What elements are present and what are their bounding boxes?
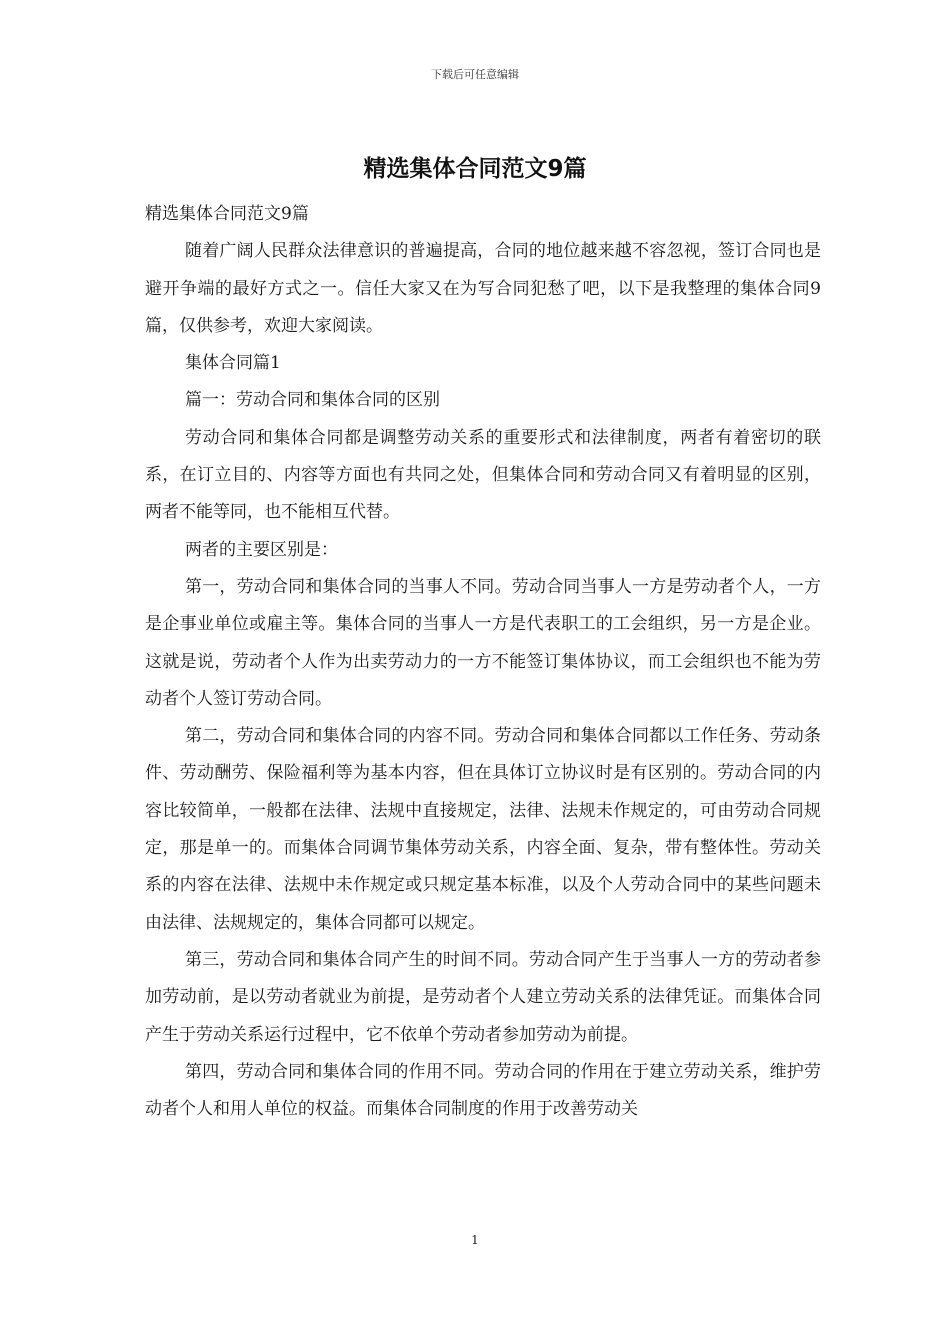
body-paragraph-overview: 劳动合同和集体合同都是调整劳动关系的重要形式和法律制度，两者有着密切的联系，在订立目的、内容等方面也有共同之处，但集体合同和劳动合同又有着明显的区别，两者不能等同，也不能相互代替。 [145, 427, 821, 523]
section-subheading-part-1: 篇一：劳动合同和集体合同的区别 [185, 390, 440, 411]
body-paragraph-second-difference: 第二，劳动合同和集体合同的内容不同。劳动合同和集体合同都以工作任务、劳动条件、劳动酬劳、保险福利等为基本内容，但在具体订立协议时是有区别的。劳动合同的内容比较简单，一般都在法律、法规中直接规定，法律、法规未作规定的，可由劳动合同规定，那是单一的。而集体合同调节集体劳动关系，内容全面、复杂，带有整体性。劳动关系的内容在法律、法规中未作规定或只规定基本标准，以及个人劳动合同中的某些问题未由法律、法规规定的，集体合同都可以规定。 [145, 726, 821, 933]
page-number: 1 [471, 1233, 479, 1247]
section-heading-contract-1: 集体合同篇1 [185, 353, 281, 374]
page-header-note: 下载后可任意编辑 [431, 68, 519, 81]
document-title: 精选集体合同范文9篇 [363, 156, 587, 182]
body-paragraph-third-difference: 第三，劳动合同和集体合同产生的时间不同。劳动合同产生于当事人一方的劳动者参加劳动前，是以劳动者就业为前提，是劳动者个人建立劳动关系的法律凭证。而集体合同产生于劳动关系运行过程中，它不依单个劳动者参加劳动为前提。 [145, 949, 821, 1045]
body-paragraph-first-difference: 第一，劳动合同和集体合同的当事人不同。劳动合同当事人一方是劳动者个人，一方是企事业单位或雇主等。集体合同的当事人一方是代表职工的工会组织，另一方是企业。这就是说，劳动者个人作为出卖劳动力的一方不能签订集体协议，而工会组织也不能为劳动者个人签订劳动合同。 [145, 576, 821, 709]
document-body [145, 196, 821, 1128]
document-subtitle: 精选集体合同范文9篇 [145, 204, 309, 224]
body-paragraph-differences-lead: 两者的主要区别是： [185, 539, 338, 560]
body-paragraph-fourth-difference: 第四，劳动合同和集体合同的作用不同。劳动合同的作用在于建立劳动关系，维护劳动者个人和用人单位的权益。而集体合同制度的作用于改善劳动关 [145, 1061, 821, 1120]
body-paragraph-intro: 随着广阔人民群众法律意识的普遍提高，合同的地位越来越不容忽视，签订合同也是避开争端的最好方式之一。信任大家又在为写合同犯愁了吧，以下是我整理的集体合同9篇，仅供参考，欢迎大家阅读。 [145, 241, 821, 336]
